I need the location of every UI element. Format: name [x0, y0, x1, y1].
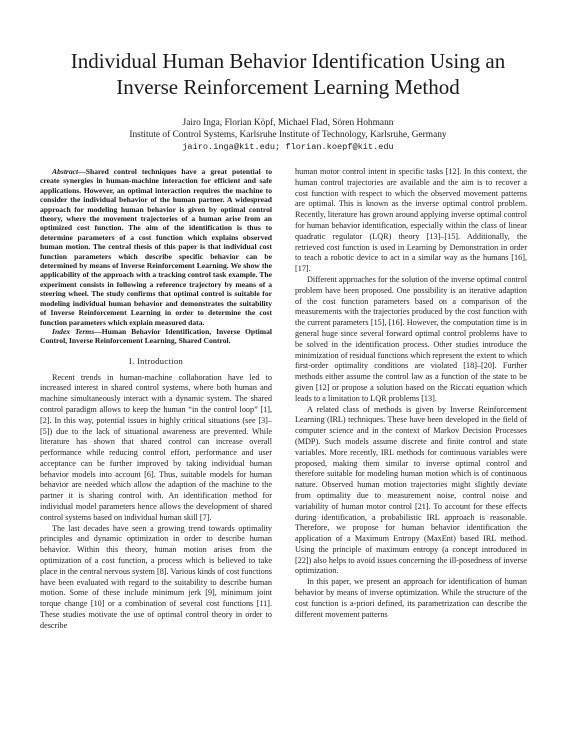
index-terms-text: —Human Behavior Identification, Inverse Optimal Control, Inverse Reinforcement Learning, Shared Control.: [40, 326, 273, 346]
index-terms: [40, 327, 272, 346]
body-paragraph: In this paper, we present an approach for identification of human behavior by means of inverse optimization. While the structure of the cost function is a-priori defined, its parametrization can describe the different movement patterns: [295, 577, 527, 619]
body-paragraph: human motor control intent in specific tasks [12]. In this context, the human control trajectories are available and the aim is to recover a cost function with respect to which the observed movement patterns are optimal. This is known as the inverse optimal control problem. Recently, literature has grown around applying inverse optimal control for human behavior identification, especially within the class of linear quadratic regulator (LQR) theory [13]–[15]. Additionally, the retrieved cost function is used in Learning by Demonstration in order to teach a robotic device to act in a similar way as the humans [16], [17].: [295, 167, 527, 274]
paper-title: Individual Human Behavior Identification Using an Inverse Reinforcement Learning Method: [70, 49, 506, 99]
body-paragraph: Different approaches for the solution of the inverse optimal control problem have been proposed. One possibility is an iterative adaption of the cost function parameters based on a comparison of the measurements with the trajectories produced by the cost function with the current parameters [15], [16]. However, the computation time is in general huge since several forward optimal control problems have to be solved in the identification process. Other studies introduce the minimization of residual functions which represent the extent to which first-order optimality conditions are violated [18]–[20]. Further methods either assume the control law as a function of the state to be given [12] or propose a solution based on the Riccati equation which leads to a limitation to LQR problems [13].: [295, 274, 527, 403]
section-heading: I. Introduction: [128, 355, 184, 366]
body-paragraph: The last decades have seen a growing trend towards optimality principles and dynamic optimization in order to describe human behavior. Within this theory, human motion arises from the optimization of a cost function, a process which is believed to take place in the central nervous system [8]. Various kinds of cost functions have been evaluated with regard to the suitability to describe human motion. Some of these include minimum jerk [9], minimum joint torque change [10] or a combination of several cost functions [11]. These studies motivate the use of optimal control theory in order to describe: [40, 523, 272, 630]
left-column: [40, 167, 272, 632]
body-paragraph: A related class of methods is given by Inverse Reinforcement Learning (IRL) techniques. These have been developed in the field of computer science and in the context of Markov Decision Processes (MDP). Such models assume discrete and finite control and state variables. More recently, IRL methods for continuous variables were proposed, making them similar to inverse optimal control and therefore suitable for modeling human motion which is of continuous nature. Observed human motion trajectories might slightly deviate from optimality due to measurement noise, control noise and variability of human motor control [21]. To account for these effects during identification, a probabilistic IRL approach is reasonable. Therefore, we propose for human behavior identification the application of a Maximum Entropy (MaxEnt) based IRL method. Using the principle of maximum entropy (a concept introduced in [22]) also helps to avoid issues concerning the ill-posedness of inverse optimization.: [295, 404, 527, 576]
index-terms-label: Index Terms: [52, 326, 95, 336]
affiliation: Institute of Control Systems, Karlsruhe Institute of Technology, Karlsruhe, Germany: [129, 130, 447, 140]
right-column: [295, 167, 527, 620]
abstract-label: Abstract: [52, 167, 79, 176]
abstract-text: —Shared control techniques have a great potential to create synergies in human-machine interaction for efficient and safe applications. However, an optimal interaction requires the machine to consider the individual behavior of the human partner. A widespread approach for modeling human behavior is given by optimal control theory, where the movement trajectories of a human arise from an optimized cost function. The aim of the identification is thus to determine parameters of a cost function which explains observed human motion. The central thesis of this paper is that individual cost function parameters which describe specific behavior can be determined by means of Inverse Reinforcement Learning. We show the applicability of the approach with a tracking control task example. The experiment consists in following a reference trajectory by means of a steering wheel. The study confirms that optimal control is suitable for modeling individual human behavior and demonstrates the suitability of Inverse Reinforcement Learning in order to determine the cost function parameters which explain measured data.: [40, 167, 272, 327]
author-list: Jairo Inga, Florian Köpf, Michael Flad, Sören Hohmann: [182, 118, 394, 128]
abstract: [40, 167, 272, 327]
author-emails: jairo.inga@kit.edu; florian.koepf@kit.edu: [182, 142, 394, 152]
body-paragraph: Recent trends in human-machine collaboration have led to increased interest in shared control systems, where both human and machine simultaneously interact with a dynamic system. The shared control paradigm allows to keep the human “in the control loop” [1], [2]. In this way, potential issues in highly critical situations (see [3]–[5]) due to the lack of situational awareness are prevented. While literature has shown that shared control can increase overall performance while reducing control effort, performance and user acceptance can be further improved by taking individual human behavior models into account [6]. Thus, suitable models for human behavior are needed which allow the adaption of the machine to the partner it is sharing control with. An identification method for individual model parameters hence allows the development of shared control systems based on individual human skill [7].: [40, 372, 272, 522]
